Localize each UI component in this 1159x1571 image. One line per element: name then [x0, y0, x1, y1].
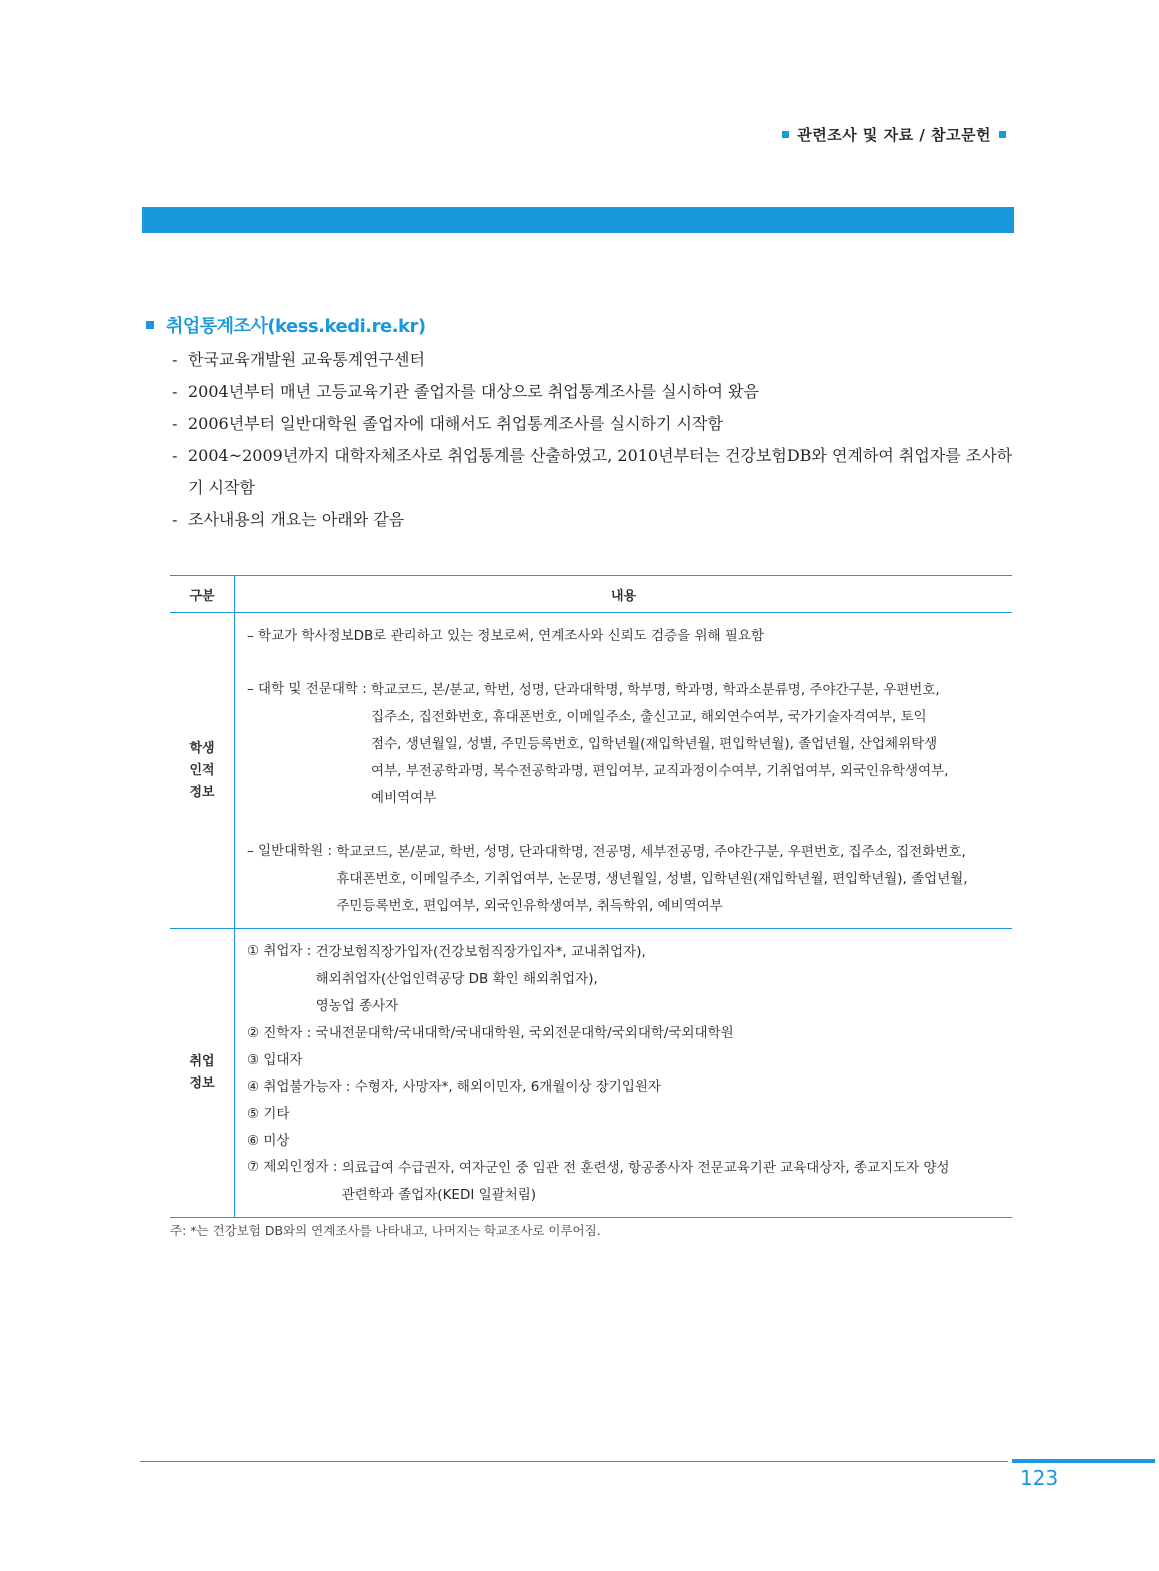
list-item: - 2004년부터 매년 고등교육기관 졸업자를 대상으로 취업통계조사를 실시하여 왔음	[172, 382, 759, 401]
list-item: ④ 취업불가능자 : 수형자, 사망자*, 해외이민자, 6개월이상 장기입원자	[247, 1079, 661, 1095]
footer-divider	[140, 1461, 1008, 1462]
blue-banner	[142, 207, 1014, 233]
row-content-employment-info	[235, 929, 1013, 1218]
employed-item: ① 취업자 : 건강보험직장가입자(건강보험직장가입자*, 교내취업자), 해외취업자(산업인력공당 DB 확인 해외취업자), 영농업 종사자	[247, 943, 646, 1014]
section-title-text: 취업통계조사(kess.kedi.re.kr)	[166, 316, 426, 337]
excluded-item: ⑦ 제외인정자 : 의료급여 수급권자, 여자군인 중 임관 전 훈련생, 항공종사자 전문교육기관 교육대상자, 종교지도자 양성 관련학과 졸업자(KEDI 일괄처림)	[247, 1159, 950, 1203]
square-bullet-icon	[782, 131, 789, 138]
survey-section	[146, 312, 1016, 536]
list-item: ⑥ 미상	[247, 1133, 290, 1149]
bullet-list	[146, 344, 1016, 536]
list-item: - 2006년부터 일반대학원 졸업자에 대해서도 취업통계조사를 실시하기 시작함	[172, 414, 723, 433]
row-label-student-info: 학생 인적 정보	[170, 613, 235, 929]
table-footnote: 주: *는 건강보험 DB와의 연계조사를 나타내고, 나머지는 학교조사로 이루어짐.	[170, 1223, 601, 1238]
section-path: 관련조사 및 자료 / 참고문헌	[797, 126, 991, 144]
header-content: 내용	[235, 576, 1013, 613]
square-bullet-icon	[146, 321, 154, 329]
row-label-employment-info: 취업 정보	[170, 929, 235, 1218]
intro-text: – 학교가 학사정보DB로 관리하고 있는 정보로써, 연계조사와 신뢰도 검증을 위해 필요함	[247, 628, 765, 644]
table-row	[170, 613, 1012, 929]
list-item: - 조사내용의 개요는 아래와 같음	[172, 510, 405, 529]
table-row	[170, 929, 1012, 1218]
list-item: ② 진학자 : 국내전문대학/국내대학/국내대학원, 국외전문대학/국외대학/국외대학원	[247, 1025, 734, 1041]
list-item: - 2004~2009년까지 대학자체조사로 취업통계를 산출하였고, 2010년부터는 건강보험DB와 연계하여 취업자를 조사하기 시작함	[172, 446, 1013, 497]
page-number: 123	[1020, 1466, 1059, 1490]
univ-items: – 대학 및 전문대학 : 학교코드, 본/분교, 학번, 성명, 단과대학명, 학부명, 학과명, 학과소분류명, 주야간구분, 우편번호, 집주소, 집전화번호, 휴대폰번호, 이메일주소, 출신고교, 해외연수여부, 국가기술자격여부, 토익 점수, 생년월일, 성별, 주민등록번호, 입학년월(재입학년월, 편입학년월), 졸업년월, 산업체위탁생 여부, 부전공학과명, 복수전공학과명, 편입여부, 교직과정이수여부, 기취업여부, 외국인유학생여부, 예비역여부	[247, 681, 949, 806]
square-bullet-icon	[999, 131, 1006, 138]
row-content-student-info	[235, 613, 1013, 929]
list-item: ③ 입대자	[247, 1052, 303, 1068]
section-title	[146, 312, 1016, 338]
list-item: ⑤ 기타	[247, 1106, 290, 1122]
footer-accent-bar	[1012, 1459, 1155, 1463]
table-header-row	[170, 576, 1012, 613]
grad-items: – 일반대학원 : 학교코드, 본/분교, 학번, 성명, 단과대학명, 전공명, 세부전공명, 주야간구분, 우편번호, 집주소, 집전화번호, 휴대폰번호, 이메일주소, 기취업여부, 논문명, 생년월일, 성별, 입학년원(재입학년월, 편입학년월), 졸업년월, 주민등록번호, 편입여부, 외국인유학생여부, 취득학위, 예비역여부	[247, 843, 968, 914]
survey-content-table	[170, 575, 1012, 1218]
list-item: - 한국교육개발원 교육통계연구센터	[172, 350, 425, 369]
header-category: 구분	[170, 576, 235, 613]
running-header	[782, 124, 1006, 145]
